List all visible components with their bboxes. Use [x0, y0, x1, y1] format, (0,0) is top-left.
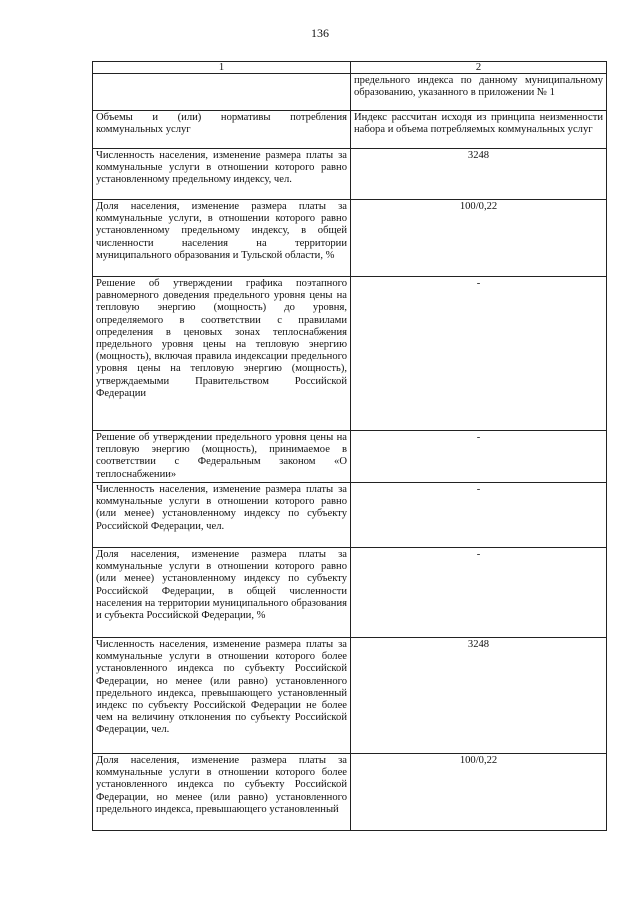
row-value: 3248 — [351, 149, 607, 200]
row-label: Объемы и (или) нормативы потребления коммунальных услуг — [93, 111, 351, 149]
row-text: Индекс рассчитан исходя из принципа неизменности набора и объема потребляемых коммунальных услуг — [351, 111, 607, 149]
column-header-1: 1 — [93, 62, 351, 74]
row-label — [93, 74, 351, 111]
table-row — [93, 149, 607, 200]
table-row — [93, 277, 607, 431]
page-number: 136 — [311, 26, 329, 40]
table-row — [93, 74, 607, 111]
row-label: Численность населения, изменение размера платы за коммунальные услуги в отношении которого равно (или менее) установленному индексу по субъекту Российской Федерации, чел. — [93, 483, 351, 548]
row-value: - — [351, 483, 607, 548]
row-value: 100/0,22 — [351, 200, 607, 277]
row-value: - — [351, 277, 607, 431]
row-label: Численность населения, изменение размера платы за коммунальные услуги в отношении которого равно установленному предельному индексу, чел. — [93, 149, 351, 200]
table-row — [93, 111, 607, 149]
indicators-table — [92, 61, 607, 831]
table-row — [93, 200, 607, 277]
table-row — [93, 754, 607, 831]
row-label: Доля населения, изменение размера платы за коммунальные услуги, в отношении которого равно установленному предельному индексу, в общей численности населения на территории муниципального образования и Тульской области, % — [93, 200, 351, 277]
row-value: 100/0,22 — [351, 754, 607, 831]
row-text: предельного индекса по данному муниципальному образованию, указанного в приложении № 1 — [351, 74, 607, 111]
table-row — [93, 483, 607, 548]
column-header-2: 2 — [351, 62, 607, 74]
row-label: Доля населения, изменение размера платы за коммунальные услуги в отношении которого более установленного индекса по субъекту Российской Федерации, но менее (или равно) установленного предельного индекса, превышающего установленный — [93, 754, 351, 831]
table-header-row — [93, 62, 607, 74]
row-label: Решение об утверждении предельного уровня цены на тепловую энергию (мощность), принимаемое в соответствии с Федеральным законом «О теплоснабжении» — [93, 431, 351, 483]
table-row — [93, 548, 607, 638]
table-row — [93, 638, 607, 754]
row-value: - — [351, 431, 607, 483]
row-label: Доля населения, изменение размера платы за коммунальные услуги в отношении которого равно (или менее) установленному индексу по субъекту Российской Федерации, в общей численности населения на территории муниципального образования и субъекта Российской Федерации, % — [93, 548, 351, 638]
row-value: - — [351, 548, 607, 638]
row-label: Решение об утверждении графика поэтапного равномерного доведения предельного уровня цены на тепловую энергию (мощность) до уровня, определяемого в соответствии с правилами определения в ценовых зонах теплоснабжения предельного уровня цены на тепловую энергию (мощность), включая правила индексации предельного уровня цены на тепловую энергию (мощность), утверждаемыми Правительством Российской Федерации — [93, 277, 351, 431]
row-value: 3248 — [351, 638, 607, 754]
row-label: Численность населения, изменение размера платы за коммунальные услуги в отношении которого более установленного индекса по субъекту Российской Федерации, но менее (или равно) установленного предельного индекса, превышающего установленный индекс по субъекту Российской Федерации не более чем на величину отклонения по субъекту Российской Федерации, чел. — [93, 638, 351, 754]
table-row — [93, 431, 607, 483]
